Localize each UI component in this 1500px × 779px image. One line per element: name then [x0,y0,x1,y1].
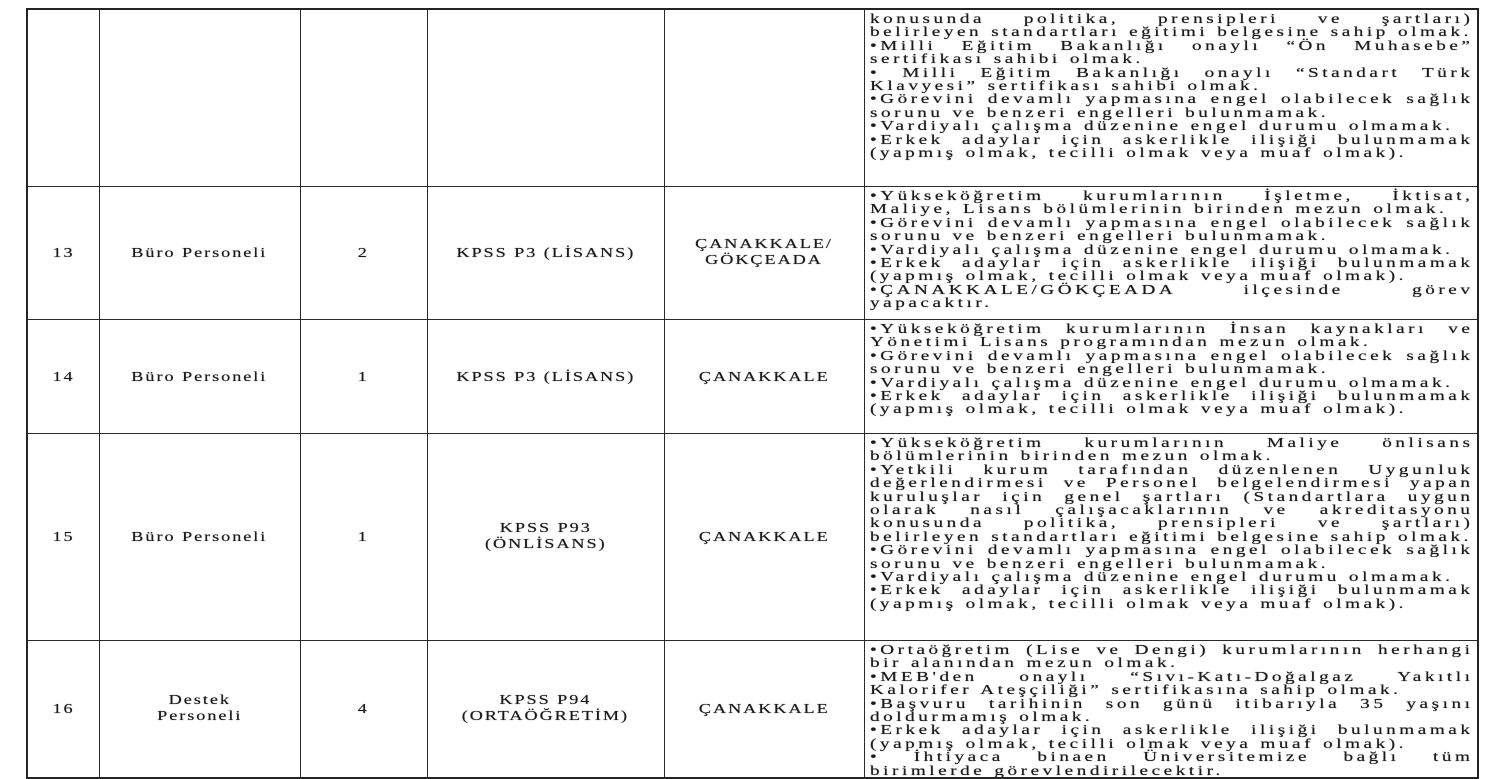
kpss-score-text: KPSS P3 (LİSANS) [456,246,635,262]
requirement-item: •Erkek adaylar için askerlikle ilişiği bulunmamak (yapmış olmak, tecilli olmak veya muaf olmak). [870,389,1474,416]
kpss-score-text: KPSS P94 (ORTAÖĞRETİM) [462,693,629,725]
requirement-item: •Vardiyalı çalışma düzenine engel durumu olmamak. [870,570,1474,583]
requirement-item: •Başvuru tarihinin son günü itibarıyla 35 yaşını doldurmamış olmak. [870,697,1474,724]
kpss-score-text: KPSS P3 (LİSANS) [456,370,635,386]
cell-count [300,9,427,187]
city-text: ÇANAKKALE [699,530,830,546]
requirement-item: •Görevini devamlı yapmasına engel olabilecek sağlık sorunu ve benzeri engelleri bulunmamak. [870,92,1474,119]
requirement-item: •Yetkili kurum tarafından düzenlenen Uygunluk değerlendirmesi ve Personel belgelendirmesi yapan kuruluşlar için genel şartları (Standartlara uygun olarak nasıl çalışacaklarının ve akreditasyonu konusunda politika, prensipleri ve şartları) belirleyen standartları eğitimi belgesine sahip olmak. [870,463,1474,543]
cell-position [99,434,300,641]
table-body [27,9,1478,778]
requirement-item: •Milli Eğitim Bakanlığı onaylı “Ön Muhasebe” sertifikası sahibi olmak. [870,39,1474,66]
requirement-item: • Milli Eğitim Bakanlığı onaylı “Standart Türk Klavyesi” sertifikası sahibi olmak. [870,66,1474,93]
cell-position [99,641,300,779]
kpss-score-text: KPSS P93 (ÖNLİSANS) [485,521,607,553]
cell-count [300,641,427,779]
requirement-item: •Görevini devamlı yapmasına engel olabilecek sağlık sorunu ve benzeri engelleri bulunmamak. [870,216,1474,243]
cell-requirements [864,187,1478,320]
table-row [27,434,1478,641]
cell-count [300,434,427,641]
requirement-item: •Erkek adaylar için askerlikle ilişiği bulunmamak (yapmış olmak, tecilli olmak veya muaf olmak). [870,256,1474,283]
cell-row-number [27,641,99,779]
requirement-item: •Yükseköğretim kurumlarının Maliye önlisans bölümlerinin birinden mezun olmak. [870,436,1474,463]
count-text: 2 [358,246,369,262]
city-text: ÇANAKKALE [699,702,830,718]
cell-city [664,434,864,641]
position-text: Büro Personeli [131,246,267,262]
requirement-item: •Görevini devamlı yapmasına engel olabilecek sağlık sorunu ve benzeri engelleri bulunmamak. [870,349,1474,376]
table-row [27,9,1478,187]
table-row [27,320,1478,434]
cell-row-number [27,9,99,187]
city-text: ÇANAKKALE [699,370,830,386]
cell-kpss-score [427,641,664,779]
cell-city [664,641,864,779]
row-number-text: 15 [52,530,74,546]
requirement-item: •Erkek adaylar için askerlikle ilişiği bulunmamak (yapmış olmak, tecilli olmak veya muaf olmak). [870,583,1474,610]
cell-requirements [864,434,1478,641]
requirement-item: •Ortaöğretim (Lise ve Dengi) kurumlarının herhangi bir alanından mezun olmak. [870,643,1474,670]
requirement-item: •Yükseköğretim kurumlarının İşletme, İktisat, Maliye, Lisans bölümlerinin birinden mezun olmak. [870,189,1474,216]
row-number-text: 14 [52,370,74,386]
cell-row-number [27,434,99,641]
cell-position [99,9,300,187]
cell-requirements [864,641,1478,779]
job-postings-table [26,8,1479,779]
requirement-item: •MEB'den onaylı “Sıvı-Katı-Doğalgaz Yakıtlı Kalorifer Ateşçiliği” sertifikasına sahip olmak. [870,670,1474,697]
table-row [27,187,1478,320]
cell-count [300,320,427,434]
requirement-item: •Vardiyalı çalışma düzenine engel durumu olmamak. [870,376,1474,389]
requirement-item: •Görevini devamlı yapmasına engel olabilecek sağlık sorunu ve benzeri engelleri bulunmamak. [870,543,1474,570]
cell-city [664,320,864,434]
cell-count [300,187,427,320]
cell-kpss-score [427,187,664,320]
requirement-item: •Vardiyalı çalışma düzenine engel durumu olmamak. [870,119,1474,132]
row-number-text: 13 [52,246,74,262]
cell-kpss-score [427,320,664,434]
position-text: Destek Personeli [157,693,242,725]
cell-city [664,9,864,187]
count-text: 4 [358,702,369,718]
count-text: 1 [358,530,369,546]
cell-kpss-score [427,9,664,187]
city-text: ÇANAKKALE/ GÖKÇEADA [695,237,833,269]
cell-row-number [27,187,99,320]
cell-position [99,187,300,320]
cell-requirements [864,9,1478,187]
position-text: Büro Personeli [131,370,267,386]
cell-kpss-score [427,434,664,641]
cell-row-number [27,320,99,434]
row-number-text: 16 [52,702,74,718]
requirement-item: • İhtiyaca binaen Üniversitemize bağlı tüm birimlerde görevlendirilecektir. [870,750,1474,777]
cell-city [664,187,864,320]
cell-requirements [864,320,1478,434]
cell-position [99,320,300,434]
count-text: 1 [358,370,369,386]
requirement-item: •Yükseköğretim kurumlarının İnsan kaynakları ve Yönetimi Lisans programından mezun olmak. [870,322,1474,349]
requirement-item: •Vardiyalı çalışma düzenine engel durumu olmamak. [870,243,1474,256]
table-row [27,641,1478,779]
requirement-item: •Erkek adaylar için askerlikle ilişiği bulunmamak (yapmış olmak, tecilli olmak veya muaf olmak). [870,723,1474,750]
requirement-item: •Erkek adaylar için askerlikle ilişiği bulunmamak (yapmış olmak, tecilli olmak veya muaf olmak). [870,133,1474,160]
position-text: Büro Personeli [131,530,267,546]
requirement-item: konusunda politika, prensipleri ve şartları) belirleyen standartları eğitimi belgesine sahip olmak. [870,12,1474,39]
requirement-item: •ÇANAKKALE/GÖKÇEADA ilçesinde görev yapacaktır. [870,283,1474,310]
